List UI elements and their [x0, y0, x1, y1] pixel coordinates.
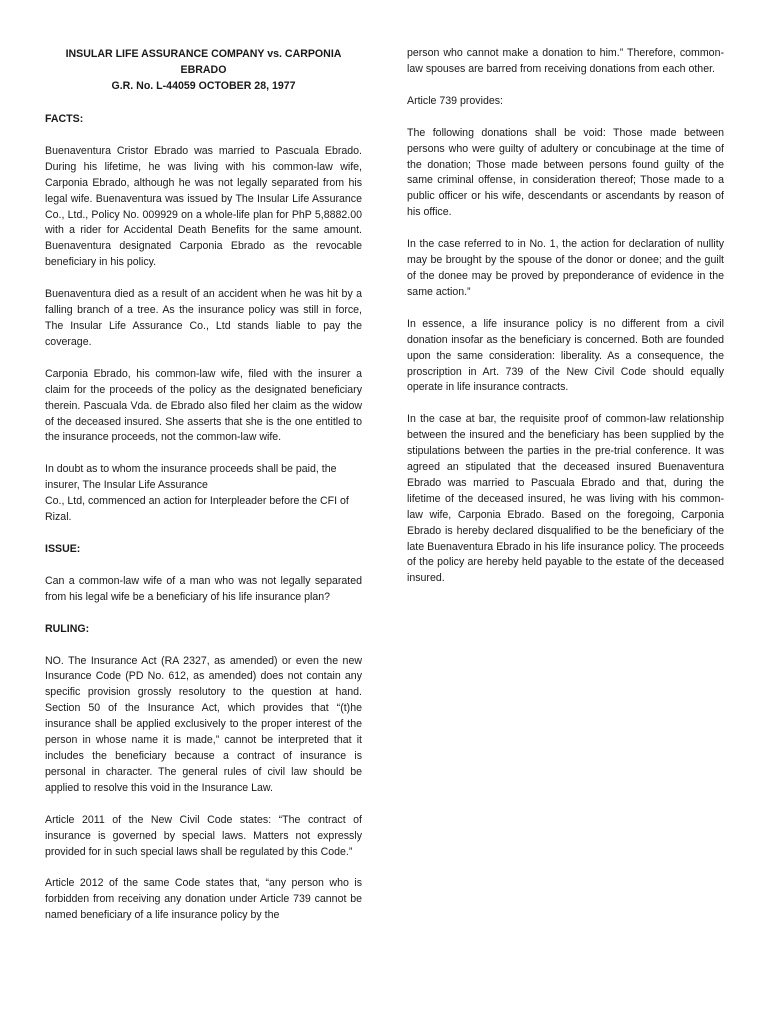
case-at-bar-paragraph: In the case at bar, the requisite proof of common-law relationship between the insured and the beneficiary has been supplied by the stipulations between the parties in the pre-trial conference. It was agreed an stipulated that the deceased insured Buenaventura Ebrado was married to Pascuala Ebrado and that, during the lifetime of the deceased insured, he was living with his common-law wife, Carponia Ebrado. Based on the foregoing, Carponia Ebrado is hereby declared disqualified to be the beneficiary of the late Buenaventura Ebrado in his life insurance policy. The proceeds of the policy are hereby held payable to the estate of the deceased insured.: [407, 413, 724, 585]
issue-paragraph: Can a common-law wife of a man who was not legally separated from his legal wife be a beneficiary of his life insurance plan?: [45, 574, 362, 603]
ruling-paragraph-1: NO. The Insurance Act (RA 2327, as amended) or even the new Insurance Code (PD No. 612, as amended) does not contain any specific provision grossly resolutory to the question at hand. Section 50 of the Insurance Act, which provides that “(t)he insurance shall be applied exclusively to the proper interest of the person in whose name it is made,” cannot be interpreted that it includes the beneficiary because a contract of insurance is personal in character. The general rules of civil law should be applied to resolve this void in the Insurance Law.: [45, 654, 362, 794]
facts-paragraph-3: Carponia Ebrado, his common-law wife, filed with the insurer a claim for the proceeds of the policy as the designated beneficiary therein. Pascuala Vda. de Ebrado also filed her claim as the widow of the deceased insured. She asserts that she is the one entitled to the insurance proceeds, not the common-law wife.: [45, 367, 362, 444]
ruling-heading: RULING:: [45, 622, 90, 635]
facts-paragraph-1: Buenaventura Cristor Ebrado was married to Pascuala Ebrado. During his lifetime, he was living with his common-law wife, Carponia Ebrado, although he was not legally separated from his legal wife. Buenaventura was issued by The Insular Life Assurance Co., Ltd., Policy No. 009929 on a whole-life plan for PhP 5,8882.00 with a rider for Accidental Death Benefits for the same amount. Buenaventura designated Carponia Ebrado as the revocable beneficiary in his policy.: [45, 144, 362, 269]
facts-heading: FACTS:: [45, 113, 84, 125]
ruling-paragraph-3-start: Article 2012 of the same Code states that, “any person who is forbidden from receiving any donation under Article 739 cannot be named beneficiary of a life insurance policy by the: [45, 877, 362, 922]
article-739-paragraph-1: The following donations shall be void: Those made between persons who were guilty of adultery or concubinage at the time of the donation; Those made between persons found guilty of the same criminal offense, in consideration thereof; Those made to a public officer or his wife, descendants or ascendants by reason of his office.: [407, 126, 724, 219]
facts-paragraph-2: Buenaventura died as a result of an accident when he was hit by a falling branch of a tree. As the insurance policy was still in force, The Insular Life Assurance Co., Ltd stands liable to pay the coverage.: [45, 288, 362, 348]
article-739-paragraph-2: In the case referred to in No. 1, the action for declaration of nullity may be brought by the spouse of the donor or donee; and the guilt of the donee may be proved by preponderance of evidence in the same action.”: [407, 238, 724, 298]
ruling-paragraph-2: Article 2011 of the New Civil Code states: “The contract of insurance is governed by special laws. Matters not expressly provided for in such special laws shall be regulated by this Code.”: [45, 813, 362, 858]
right-column: [407, 46, 724, 587]
ruling-paragraph-3-continued: person who cannot make a donation to him.” Therefore, common-law spouses are barred from receiving donations from each other.: [407, 47, 724, 75]
left-column: [45, 46, 362, 924]
issue-heading: ISSUE:: [45, 542, 81, 555]
case-title: INSULAR LIFE ASSURANCE COMPANY vs. CARPONIA EBRADO: [65, 48, 342, 76]
article-739-intro: Article 739 provides:: [407, 94, 503, 107]
facts-paragraph-4-line-1: In doubt as to whom the insurance proceeds shall be paid, the insurer, The Insular Life Assurance: [45, 463, 337, 492]
case-citation: G.R. No. L-44059 OCTOBER 28, 1977: [111, 80, 296, 92]
essence-paragraph: In essence, a life insurance policy is no different from a civil donation insofar as the beneficiary is concerned. Both are founded upon the same consideration: liberality. As a consequence, the proscription in Art. 739 of the New Civil Code should equally operate in life insurance contracts.: [407, 317, 724, 394]
facts-paragraph-4-line-2: Co., Ltd, commenced an action for Interpleader before the CFI of Rizal.: [45, 495, 349, 524]
